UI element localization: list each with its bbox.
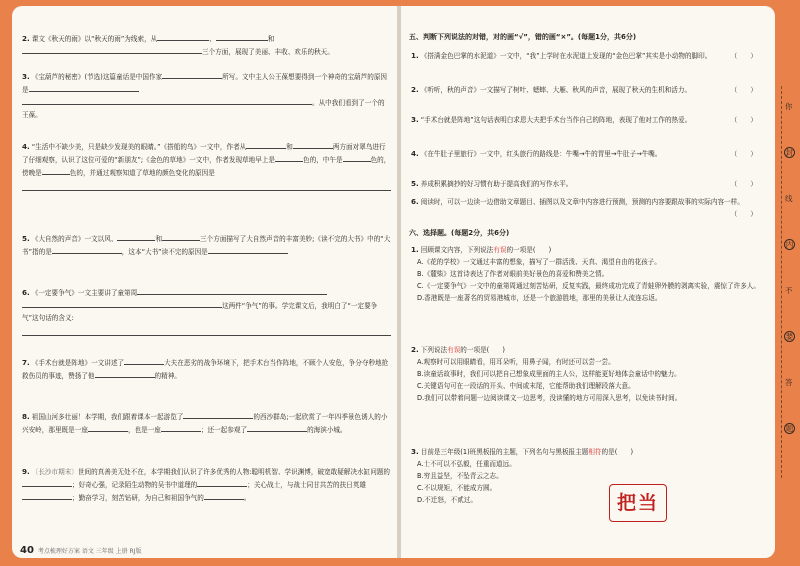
question-text: 《手术台就是阵地》一文讲述了 — [31, 359, 125, 367]
question-text: 祖国山河多壮丽！本学期，我们跟着课本一起游览了 — [31, 413, 184, 421]
question-text: 《一定要争气》一文主要讲了童第周 — [31, 289, 138, 297]
question-text: 《搭满金色巴掌的水泥道》一文中，“我”上学时在水泥道上发现的“金色巴掌”其实是小动物的脚印。 — [420, 52, 712, 60]
choice-option[interactable]: D.我们可以带着问题一边阅读课文一边思考，没读懂的地方可用深入思考，以免读书时间。 — [417, 394, 682, 402]
question-8 — [22, 410, 391, 436]
judge-question — [411, 114, 769, 126]
choice-option[interactable]: B.穷且益坚，不坠青云之志。 — [417, 472, 503, 480]
question-text: 阅读时，可以一边读一边借助文章题目、插图以及文章中内容进行预测，预测的内容要跟故事的实际内容一样。 — [420, 198, 744, 206]
question-text: 的海滨小城。 — [307, 426, 347, 434]
question-number: 9. — [22, 467, 30, 476]
choice-question — [411, 446, 769, 506]
answer-line[interactable] — [22, 179, 391, 191]
question-text: ；勤奋学习，刻苦钻研，为自己和祖国争气的 — [72, 494, 204, 502]
binding-strip-char: 不 — [785, 286, 793, 295]
answer-blank[interactable] — [117, 232, 155, 241]
highlight-text: 有误 — [447, 346, 461, 354]
answer-blank[interactable] — [216, 32, 268, 41]
choice-option[interactable]: D.不迁怒，不贰过。 — [417, 496, 477, 504]
choice-option[interactable]: A.士不可以不弘毅，任重而道远。 — [417, 460, 516, 468]
question-text: 目前是三年级(1)班黑板报的主题，下列名句与黑板报主题 — [420, 448, 589, 456]
question-text: 的是( ) — [601, 448, 634, 456]
question-text: 。从中我们看到了一个 — [312, 99, 378, 107]
question-text: ，也是一座 — [127, 426, 161, 434]
answer-paren[interactable]: （ ） — [730, 210, 757, 218]
choice-question — [411, 244, 769, 304]
answer-paren[interactable]: （ ） — [730, 86, 757, 94]
judge-question — [411, 84, 769, 96]
question-text: 和 — [286, 143, 293, 151]
choice-question — [411, 344, 769, 404]
binding-strip-char: 线 — [785, 194, 793, 203]
answer-blank[interactable] — [197, 478, 247, 487]
answer-blank[interactable] — [246, 140, 286, 149]
question-number: 4. — [411, 149, 419, 158]
answer-blank[interactable] — [22, 478, 72, 487]
answer-blank[interactable] — [52, 245, 122, 254]
answer-blank[interactable] — [29, 83, 139, 92]
binding-strip-char: 封 — [785, 148, 794, 157]
judge-question — [411, 148, 769, 160]
answer-line[interactable] — [22, 324, 391, 336]
question-text: “手术台就是阵地”这句话表明白求恩大夫把手术台当作自己的阵地，表现了他对工作的热爱。 — [420, 116, 692, 124]
answer-blank[interactable] — [137, 286, 327, 295]
question-number: 6. — [22, 288, 30, 297]
judge-question — [411, 178, 769, 190]
question-text: 的一项是( ) — [506, 246, 552, 254]
question-number: 3. — [411, 447, 419, 456]
question-text: 和 — [267, 35, 275, 43]
question-text: 和 — [155, 235, 163, 243]
answer-blank[interactable] — [157, 32, 209, 41]
question-number: 7. — [22, 358, 30, 367]
answer-blank[interactable] — [22, 299, 222, 308]
answer-paren[interactable]: （ ） — [730, 180, 757, 188]
answer-blank[interactable] — [88, 423, 128, 432]
section-5-title: 五、判断下列说法的对错，对的画“√”，错的画“×”。(每题1分，共6分) — [409, 33, 637, 41]
question-text: ；还一起参观了 — [200, 426, 248, 434]
question-text: 色的，傍晚是 — [22, 156, 391, 177]
answer-blank[interactable] — [183, 410, 253, 419]
question-number: 5. — [411, 179, 419, 188]
question-text: 三个方面，展现了美丽、丰收、欢乐的秋天。 — [202, 48, 334, 56]
answer-blank[interactable] — [162, 70, 222, 79]
question-text: 的王葆。 — [22, 99, 385, 119]
question-text: 养成积累摘抄的好习惯有助于提高我们的写作水平。 — [420, 180, 573, 188]
page-number: 40 — [20, 545, 34, 556]
answer-blank[interactable] — [124, 356, 164, 365]
choice-option[interactable]: A.《花的学校》一文通过丰富的想象，描写了一群活泼、天真、渴望自由的花孩子。 — [417, 258, 661, 266]
question-number: 5. — [22, 234, 30, 243]
binding-strip-char: 要 — [785, 332, 794, 341]
choice-option[interactable]: B.读童话故事时，我们可以把自己想象成里面的主人公，这样能更好地体会童话中的魅力。 — [417, 370, 681, 378]
binding-strip-char: 内 — [785, 240, 794, 249]
question-source-tag: 〔长沙市期末〕 — [31, 468, 78, 476]
handwritten-stamp: 把当 — [609, 484, 667, 522]
answer-blank[interactable] — [162, 232, 200, 241]
answer-paren[interactable]: （ ） — [730, 150, 757, 158]
binding-strip-char: 你 — [785, 102, 793, 111]
choice-option[interactable]: C.关键语句可在一段话的开头、中间或末尾，它能帮助我们理解段落大意。 — [417, 382, 635, 390]
question-text: 的西沙群岛;一起欣赏了一年四季景色诱人的小兴安岭，那里既是一座 — [22, 413, 388, 434]
question-text: “生活中不缺少美，只是缺少发现美的眼睛。”《搭船的鸟》一文中，作者从 — [31, 143, 247, 151]
answer-paren[interactable]: （ ） — [730, 52, 757, 60]
answer-blank[interactable] — [204, 491, 244, 500]
question-3 — [22, 70, 391, 121]
choice-option[interactable]: C.《一定要争气》一文中的童第周通过刻苦钻研，反复实践，最终成功完成了青蛙卵外膜的剥离实验，震惊了许多人。 — [417, 282, 760, 290]
question-text: 所写。文中主人公王葆想要得到一个神奇的宝葫芦的原因是 — [22, 73, 388, 94]
binding-strip — [775, 6, 800, 558]
question-text: 色的，中午是 — [303, 156, 343, 164]
question-5 — [22, 232, 391, 258]
question-text: 下列说法 — [420, 346, 448, 354]
left-page — [12, 6, 397, 558]
question-number: 2. — [411, 85, 419, 94]
question-number: 6. — [411, 197, 419, 206]
question-7 — [22, 356, 391, 382]
footer-text: 考点梳理好方案 语文 三年级 上册 RJ版 — [37, 548, 142, 555]
question-number: 1. — [411, 51, 419, 60]
answer-blank[interactable] — [22, 45, 202, 54]
question-text: 、 — [209, 35, 216, 43]
question-text: ；关心战士，与战士同甘共苦的扶日英雄 — [247, 481, 366, 489]
question-number: 3. — [411, 115, 419, 124]
question-number: 3. — [22, 72, 30, 81]
question-text: 两方面对翠鸟进行了仔细观察，认识了这位可爱的“新朋友”;《金色的草地》一文中，作者发现草地早上是 — [22, 143, 386, 164]
highlight-text: 有误 — [493, 246, 507, 254]
question-text: 《宝葫芦的秘密》(节选)这篇童话是中国作家 — [31, 73, 163, 81]
question-text: 的精神。 — [154, 372, 181, 380]
right-page — [401, 6, 775, 558]
binding-strip-char: 题 — [785, 424, 794, 433]
question-text: 。 — [243, 494, 251, 502]
question-text: 三个方面描写了大自然声音的丰富美妙;《读不完的大书》中的“大书”指的是 — [22, 235, 391, 256]
answer-blank[interactable] — [343, 153, 371, 162]
highlight-text: 相符 — [588, 448, 602, 456]
choice-option[interactable]: C.不以规矩，不能成方圆。 — [417, 484, 497, 492]
answer-blank[interactable] — [22, 491, 72, 500]
question-text: 回顾课文内容，下列说法 — [420, 246, 494, 254]
answer-blank[interactable] — [22, 96, 312, 105]
answer-paren[interactable]: （ ） — [730, 116, 757, 124]
question-text: 《在牛肚子里旅行》一文中，红头旅行的路线是：牛嘴→牛的胃里→牛肚子→牛嘴。 — [420, 150, 662, 158]
choice-option[interactable]: B.《麓柴》这首诗表达了作者对眼前美好景色的喜爱和赞美之情。 — [417, 270, 609, 278]
question-text: 色的，并通过观察知道了草地的颜色变化的原因是 — [69, 169, 215, 177]
question-9 — [22, 466, 391, 504]
question-number: 8. — [22, 412, 30, 421]
question-number: 2. — [411, 345, 419, 354]
question-text: 世间的真善美无处不在，本学期我们认识了许多优秀的人物:聪明机智、学识渊博，破宽敢疑解决水缸问题的 — [77, 468, 391, 476]
section-6-title: 六、选择题。(每题2分，共6分) — [409, 229, 510, 237]
question-text: ；好奇心强，记录陌生动物的吴书中道理的 — [72, 481, 198, 489]
question-text: 《听听，秋的声音》一文描写了树叶、蟋蟀、大雁、秋风的声音，展现了秋天的生机和活力。 — [420, 86, 692, 94]
judge-question — [411, 196, 769, 220]
page-footer — [20, 545, 142, 556]
answer-blank[interactable] — [293, 140, 333, 149]
answer-blank[interactable] — [208, 245, 288, 254]
question-2 — [22, 32, 391, 58]
question-number: 4. — [22, 142, 30, 151]
question-6 — [22, 286, 391, 336]
answer-blank[interactable] — [247, 423, 307, 432]
question-4 — [22, 140, 391, 191]
answer-blank[interactable] — [275, 153, 303, 162]
judge-question — [411, 50, 769, 62]
question-number: 1. — [411, 245, 419, 254]
answer-blank[interactable] — [95, 369, 155, 378]
binding-strip-char: 答 — [785, 378, 793, 387]
cut-line — [781, 86, 782, 478]
question-text: 课文《秋天的雨》以“秋天的雨”为线索，从 — [31, 35, 158, 43]
answer-blank[interactable] — [42, 166, 70, 175]
question-text: 的一项是( ) — [460, 346, 506, 354]
question-text: 《大自然的声音》一文以风、 — [31, 235, 118, 243]
question-number: 2. — [22, 34, 30, 43]
choice-option[interactable]: A.观察时可以用眼睛看，用耳朵听，用鼻子闻，有时还可以尝一尝。 — [417, 358, 615, 366]
question-text: 这两件“争气”的事。学完课文后，我明白了“一定要争气”这句话的含义: — [22, 302, 378, 322]
question-text: ，这本“大书”读不完的原因是 — [121, 248, 208, 256]
choice-option[interactable]: D.香港既是一座著名的贸易港城市，还是一个旅游胜地，那里的美景让人流连忘返。 — [417, 294, 662, 302]
answer-blank[interactable] — [161, 423, 201, 432]
question-text: 大夫在恶劣的战争环境下，把手术台当作阵地，不顾个人安危，争分夺秒地抢救伤员的事迹，赞扬了他 — [22, 359, 389, 380]
